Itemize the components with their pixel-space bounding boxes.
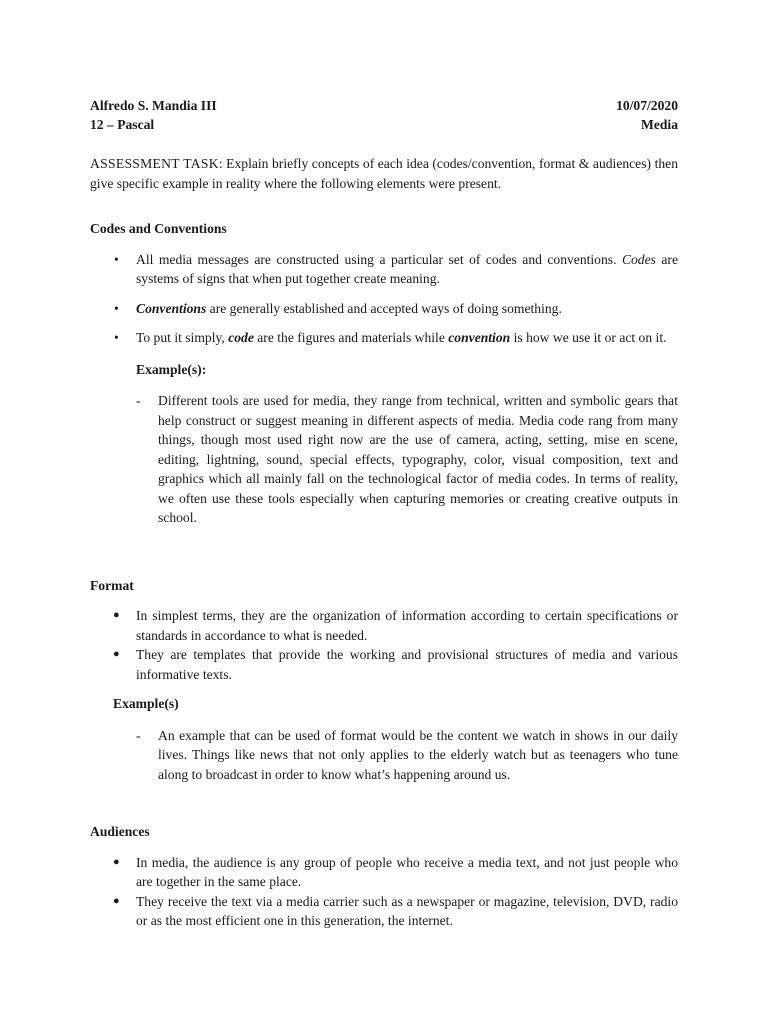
codes-bullet-3-c: is how we use it or act on it. [510,330,667,345]
assessment-task [90,154,678,193]
codes-example-text: Different tools are used for media, they range from technical, written and symbolic gears that help construct or suggest meaning in different aspects of media. Media code rang from many things, though most used right now are the use of camera, acting, setting, mise en scene, editing, lightning, sound, special effects, typography, color, visual composition, text and graphics which all mainly fall on the technological factor of media codes. In terms of reality, we often use these tools especially when capturing memories or creating creative outputs in school. [158,393,678,525]
codes-bullet-1-text: All media messages are constructed using a particular set of codes and conventions. [136,251,617,267]
codes-bullet-3-a: To put it simply, [136,330,229,345]
header-row-2 [90,115,678,134]
codes-bullet-2-rest: are generally established and accepted ways of doing something. [206,300,562,316]
audiences-bullet-list [90,853,678,931]
bullet-glyph: • [114,300,119,316]
format-example-item [90,726,678,785]
section-heading-codes: Codes and Conventions [90,221,227,236]
bullet-glyph: ● [113,648,120,660]
bullet-glyph: • [114,330,119,345]
bullet-glyph: ● [113,855,120,868]
codes-term: Codes [621,251,656,267]
format-example-text: An example that can be used of format would be the content we watch in shows in our daily lives. Things like news that not only applies to the elderly watch but as teenagers who tune along to broadcast in order to know what’s happening around us. [158,727,678,782]
bullet-glyph: ● [113,894,120,907]
class-section: 12 – Pascal [90,117,155,132]
audiences-bullet-2: They receive the text via a media carrier such as a newspaper or magazine, television, DVD, radio or as the most efficient one in this generation, the internet. [136,893,678,928]
header-row-1 [90,96,678,115]
format-example-label: Example(s) [113,696,179,711]
conventions-term: Conventions [136,300,207,316]
section-heading-audiences: Audiences [90,824,150,839]
codes-bullet-1-rest: are systems of signs that when put together create meaning. [136,251,678,286]
format-bullet-1: In simplest terms, they are the organization of information according to certain specifications or standards in accordance to what is needed. [136,608,678,643]
codes-example-item [90,391,678,528]
list-item [90,892,678,931]
list-item [90,299,678,319]
list-item [90,606,678,645]
document-page [90,96,678,931]
list-item [90,853,678,892]
assessment-task-text: : Explain briefly concepts of each idea (codes/convention, format & audiences) then give specific example in reality where the following elements were present. [90,156,678,191]
format-bullet-list [90,606,678,684]
bullet-glyph: ● [113,609,120,621]
audiences-bullet-1: In media, the audience is any group of people who receive a media text, and not just people who are together in the same place. [136,854,678,889]
section-heading-format: Format [90,577,134,593]
author-name: Alfredo S. Mandia III [90,98,217,113]
codes-example-label: Example(s): [136,361,207,377]
bullet-glyph: • [114,251,119,267]
code-term: code [228,330,254,345]
codes-bullet-list [90,250,678,348]
convention-term: convention [448,330,511,345]
format-bullet-2: They are templates that provide the working and provisional structures of media and various informative texts. [136,647,678,682]
dash-glyph: - [136,393,141,408]
document-date: 10/07/2020 [616,98,678,113]
list-item [90,250,678,289]
subject-name: Media [641,117,678,132]
assessment-task-label: ASSESSMENT TASK [90,156,219,171]
list-item [90,645,678,684]
dash-glyph: - [136,727,141,743]
list-item [90,328,678,348]
codes-bullet-3-b: are the figures and materials while [253,330,449,345]
